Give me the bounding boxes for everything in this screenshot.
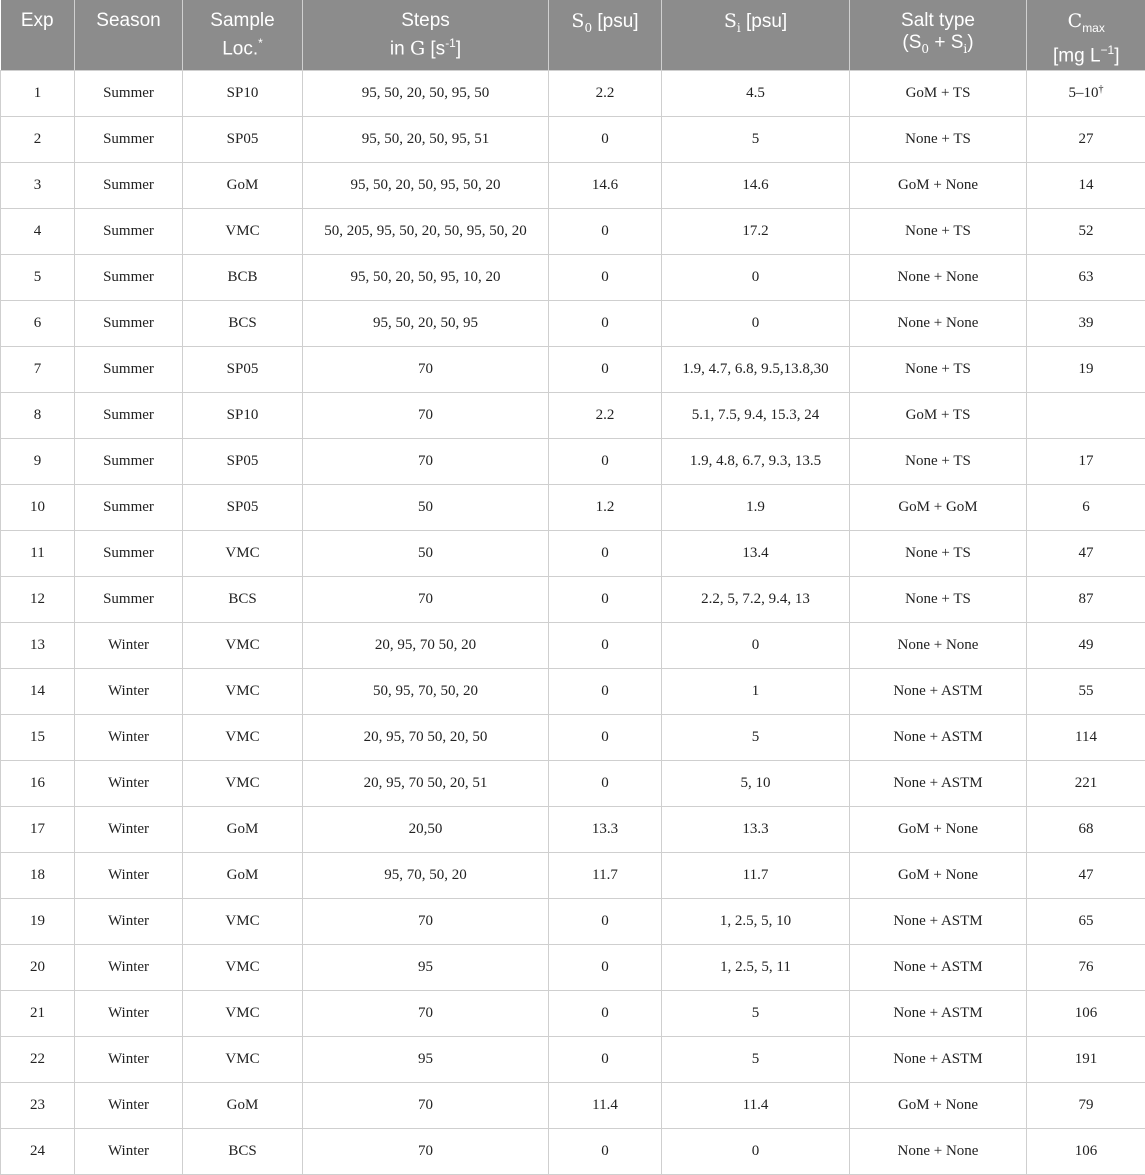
cell-steps: 70 [303, 1128, 549, 1174]
cell-sample-loc: BCS [183, 576, 303, 622]
cell-salt-type: None + ASTM [850, 668, 1027, 714]
cell-s0: 0 [549, 760, 662, 806]
cell-season: Summer [75, 438, 183, 484]
cell-season: Summer [75, 162, 183, 208]
cell-cmax: 39 [1027, 300, 1145, 346]
cell-season: Summer [75, 254, 183, 300]
header-row [1, 0, 1145, 70]
cell-cmax [1027, 392, 1145, 438]
cell-sample-loc: VMC [183, 622, 303, 668]
cell-steps: 50, 95, 70, 50, 20 [303, 668, 549, 714]
cell-salt-type: None + ASTM [850, 714, 1027, 760]
cell-exp: 1 [1, 70, 75, 116]
cell-cmax: 221 [1027, 760, 1145, 806]
table-header [1, 0, 1145, 70]
cell-exp: 21 [1, 990, 75, 1036]
cell-salt-type: None + TS [850, 208, 1027, 254]
cell-salt-type: None + TS [850, 346, 1027, 392]
cell-season: Winter [75, 852, 183, 898]
cell-salt-type: GoM + None [850, 852, 1027, 898]
table-body [1, 70, 1145, 1174]
cell-cmax: 114 [1027, 714, 1145, 760]
cell-sample-loc: BCB [183, 254, 303, 300]
cell-season: Summer [75, 346, 183, 392]
table-row [1, 760, 1145, 806]
cell-salt-type: GoM + TS [850, 392, 1027, 438]
cell-exp: 19 [1, 898, 75, 944]
cell-exp: 9 [1, 438, 75, 484]
table-row [1, 70, 1145, 116]
cell-cmax: 63 [1027, 254, 1145, 300]
cell-exp: 18 [1, 852, 75, 898]
cell-sample-loc: VMC [183, 668, 303, 714]
cell-exp: 5 [1, 254, 75, 300]
cell-sample-loc: GoM [183, 806, 303, 852]
cell-si: 1.9, 4.7, 6.8, 9.5,13.8,30 [662, 346, 850, 392]
cell-salt-type: GoM + None [850, 162, 1027, 208]
cell-salt-type: None + TS [850, 438, 1027, 484]
cell-si: 2.2, 5, 7.2, 9.4, 13 [662, 576, 850, 622]
cell-cmax: 106 [1027, 990, 1145, 1036]
cell-cmax: 5–10† [1027, 70, 1145, 116]
cell-s0: 11.7 [549, 852, 662, 898]
cell-si: 5.1, 7.5, 9.4, 15.3, 24 [662, 392, 850, 438]
table-row [1, 806, 1145, 852]
cell-season: Summer [75, 530, 183, 576]
header-season: Season [75, 0, 183, 70]
table-row [1, 852, 1145, 898]
header-salt-type: Salt type $(S_0 + S_i)$ [850, 0, 1027, 70]
cell-season: Winter [75, 1082, 183, 1128]
cell-s0: 14.6 [549, 162, 662, 208]
cell-cmax: 191 [1027, 1036, 1145, 1082]
cell-season: Winter [75, 806, 183, 852]
cell-si: 5 [662, 714, 850, 760]
cell-si: 13.3 [662, 806, 850, 852]
cell-si: 11.7 [662, 852, 850, 898]
cell-exp: 14 [1, 668, 75, 714]
cell-season: Winter [75, 760, 183, 806]
cell-steps: 70 [303, 438, 549, 484]
cell-salt-type: GoM + GoM [850, 484, 1027, 530]
cell-steps: 70 [303, 576, 549, 622]
cell-season: Winter [75, 1036, 183, 1082]
cell-sample-loc: VMC [183, 944, 303, 990]
cell-sample-loc: GoM [183, 1082, 303, 1128]
cell-exp: 4 [1, 208, 75, 254]
cell-sample-loc: SP05 [183, 438, 303, 484]
cell-salt-type: None + TS [850, 116, 1027, 162]
header-exp: Exp [1, 0, 75, 70]
table-row [1, 990, 1145, 1036]
cell-cmax: 6 [1027, 484, 1145, 530]
table-row [1, 484, 1145, 530]
header-sample-loc: Sample Loc.* [183, 0, 303, 70]
cell-cmax: 47 [1027, 530, 1145, 576]
cell-salt-type: None + None [850, 622, 1027, 668]
cell-si: 5 [662, 990, 850, 1036]
cell-sample-loc: BCS [183, 1128, 303, 1174]
cell-s0: 11.4 [549, 1082, 662, 1128]
cell-steps: 50 [303, 484, 549, 530]
cell-cmax: 49 [1027, 622, 1145, 668]
cell-season: Summer [75, 300, 183, 346]
cell-si: 0 [662, 300, 850, 346]
table-row [1, 300, 1145, 346]
cell-sample-loc: GoM [183, 162, 303, 208]
cell-salt-type: None + TS [850, 530, 1027, 576]
cell-si: 5, 10 [662, 760, 850, 806]
cell-exp: 23 [1, 1082, 75, 1128]
cell-cmax: 65 [1027, 898, 1145, 944]
cell-exp: 13 [1, 622, 75, 668]
cell-sample-loc: BCS [183, 300, 303, 346]
cell-exp: 10 [1, 484, 75, 530]
cell-season: Winter [75, 990, 183, 1036]
cell-season: Summer [75, 576, 183, 622]
cell-si: 1, 2.5, 5, 10 [662, 898, 850, 944]
cell-cmax: 27 [1027, 116, 1145, 162]
cell-si: 17.2 [662, 208, 850, 254]
cell-season: Winter [75, 898, 183, 944]
cell-sample-loc: SP10 [183, 70, 303, 116]
cell-season: Winter [75, 622, 183, 668]
cell-cmax: 17 [1027, 438, 1145, 484]
cell-sample-loc: VMC [183, 208, 303, 254]
cell-sample-loc: SP05 [183, 116, 303, 162]
cell-si: 14.6 [662, 162, 850, 208]
cell-exp: 24 [1, 1128, 75, 1174]
cell-s0: 0 [549, 714, 662, 760]
cell-sample-loc: SP05 [183, 484, 303, 530]
cell-steps: 70 [303, 392, 549, 438]
cell-salt-type: None + None [850, 300, 1027, 346]
cell-s0: 0 [549, 116, 662, 162]
cell-cmax: 14 [1027, 162, 1145, 208]
cell-salt-type: None + ASTM [850, 1036, 1027, 1082]
cell-s0: 0 [549, 300, 662, 346]
cell-sample-loc: VMC [183, 1036, 303, 1082]
table-row [1, 1036, 1145, 1082]
cell-s0: 1.2 [549, 484, 662, 530]
cell-exp: 12 [1, 576, 75, 622]
table-row [1, 622, 1145, 668]
cell-exp: 20 [1, 944, 75, 990]
cell-si: 4.5 [662, 70, 850, 116]
cell-sample-loc: GoM [183, 852, 303, 898]
cell-exp: 8 [1, 392, 75, 438]
table-row [1, 254, 1145, 300]
cell-steps: 95, 70, 50, 20 [303, 852, 549, 898]
cell-steps: 95 [303, 1036, 549, 1082]
cell-season: Summer [75, 484, 183, 530]
cell-cmax: 68 [1027, 806, 1145, 852]
cell-exp: 3 [1, 162, 75, 208]
cell-s0: 0 [549, 346, 662, 392]
cell-season: Summer [75, 116, 183, 162]
cell-salt-type: None + ASTM [850, 990, 1027, 1036]
cell-si: 0 [662, 622, 850, 668]
cell-salt-type: GoM + None [850, 1082, 1027, 1128]
cell-steps: 20, 95, 70 50, 20, 51 [303, 760, 549, 806]
cell-si: 1.9, 4.8, 6.7, 9.3, 13.5 [662, 438, 850, 484]
cell-sample-loc: VMC [183, 990, 303, 1036]
table-row [1, 208, 1145, 254]
cell-s0: 0 [549, 208, 662, 254]
header-si: $S_i$ [psu] [662, 0, 850, 70]
cell-steps: 95, 50, 20, 50, 95, 10, 20 [303, 254, 549, 300]
cell-exp: 17 [1, 806, 75, 852]
table-row [1, 668, 1145, 714]
cell-steps: 70 [303, 1082, 549, 1128]
cell-s0: 13.3 [549, 806, 662, 852]
table-row [1, 576, 1145, 622]
cell-steps: 50 [303, 530, 549, 576]
cell-si: 5 [662, 116, 850, 162]
cell-exp: 16 [1, 760, 75, 806]
cell-exp: 6 [1, 300, 75, 346]
cell-sample-loc: SP10 [183, 392, 303, 438]
cell-s0: 0 [549, 254, 662, 300]
cell-cmax: 19 [1027, 346, 1145, 392]
cell-s0: 0 [549, 438, 662, 484]
cell-cmax: 47 [1027, 852, 1145, 898]
cell-s0: 0 [549, 898, 662, 944]
table-row [1, 438, 1145, 484]
cell-sample-loc: VMC [183, 760, 303, 806]
table-row [1, 346, 1145, 392]
cell-si: 1, 2.5, 5, 11 [662, 944, 850, 990]
cell-exp: 15 [1, 714, 75, 760]
cell-s0: 0 [549, 576, 662, 622]
cell-cmax: 106 [1027, 1128, 1145, 1174]
cell-s0: 0 [549, 622, 662, 668]
cell-sample-loc: VMC [183, 898, 303, 944]
cell-si: 11.4 [662, 1082, 850, 1128]
cell-steps: 70 [303, 990, 549, 1036]
table-row [1, 162, 1145, 208]
cell-sample-loc: VMC [183, 530, 303, 576]
cell-sample-loc: VMC [183, 714, 303, 760]
cell-salt-type: None + ASTM [850, 760, 1027, 806]
cell-s0: 2.2 [549, 70, 662, 116]
cell-cmax: 87 [1027, 576, 1145, 622]
cell-steps: 20, 95, 70 50, 20, 50 [303, 714, 549, 760]
header-s0: $S_0$ [psu] [549, 0, 662, 70]
header-cmax: $C_{max}$ [mg $L^{-1}$] [1027, 0, 1145, 70]
cell-steps: 20, 95, 70 50, 20 [303, 622, 549, 668]
cell-salt-type: GoM + TS [850, 70, 1027, 116]
cell-si: 5 [662, 1036, 850, 1082]
cell-season: Winter [75, 714, 183, 760]
cell-si: 1 [662, 668, 850, 714]
cell-steps: 50, 205, 95, 50, 20, 50, 95, 50, 20 [303, 208, 549, 254]
cell-season: Summer [75, 392, 183, 438]
cell-season: Winter [75, 944, 183, 990]
cell-si: 0 [662, 1128, 850, 1174]
cell-steps: 95 [303, 944, 549, 990]
cell-s0: 0 [549, 944, 662, 990]
cell-salt-type: None + ASTM [850, 898, 1027, 944]
cell-s0: 0 [549, 530, 662, 576]
cell-si: 13.4 [662, 530, 850, 576]
cell-s0: 0 [549, 668, 662, 714]
cell-exp: 7 [1, 346, 75, 392]
cell-si: 0 [662, 254, 850, 300]
table-row [1, 116, 1145, 162]
cell-steps: 95, 50, 20, 50, 95, 50 [303, 70, 549, 116]
cell-cmax: 55 [1027, 668, 1145, 714]
cell-s0: 2.2 [549, 392, 662, 438]
cell-steps: 70 [303, 346, 549, 392]
cell-steps: 95, 50, 20, 50, 95 [303, 300, 549, 346]
footnote-mark: † [1099, 84, 1104, 95]
cell-season: Summer [75, 70, 183, 116]
cell-si: 1.9 [662, 484, 850, 530]
cell-s0: 0 [549, 990, 662, 1036]
table-row [1, 714, 1145, 760]
cell-exp: 2 [1, 116, 75, 162]
cell-salt-type: None + None [850, 254, 1027, 300]
cell-salt-type: None + None [850, 1128, 1027, 1174]
table-row [1, 1082, 1145, 1128]
cell-steps: 95, 50, 20, 50, 95, 51 [303, 116, 549, 162]
cell-cmax: 76 [1027, 944, 1145, 990]
table-row [1, 530, 1145, 576]
cell-steps: 95, 50, 20, 50, 95, 50, 20 [303, 162, 549, 208]
cell-s0: 0 [549, 1036, 662, 1082]
cell-cmax: 79 [1027, 1082, 1145, 1128]
cell-exp: 22 [1, 1036, 75, 1082]
table-row [1, 392, 1145, 438]
header-steps: Steps in G $[s^{-1}]$ [303, 0, 549, 70]
cell-steps: 20,50 [303, 806, 549, 852]
cell-steps: 70 [303, 898, 549, 944]
cell-salt-type: None + ASTM [850, 944, 1027, 990]
cell-sample-loc: SP05 [183, 346, 303, 392]
table-row [1, 1128, 1145, 1174]
table-row [1, 944, 1145, 990]
cell-season: Winter [75, 668, 183, 714]
table-row [1, 898, 1145, 944]
cell-salt-type: None + TS [850, 576, 1027, 622]
cell-season: Summer [75, 208, 183, 254]
cell-cmax: 52 [1027, 208, 1145, 254]
cell-s0: 0 [549, 1128, 662, 1174]
cell-season: Winter [75, 1128, 183, 1174]
cell-exp: 11 [1, 530, 75, 576]
cell-salt-type: GoM + None [850, 806, 1027, 852]
